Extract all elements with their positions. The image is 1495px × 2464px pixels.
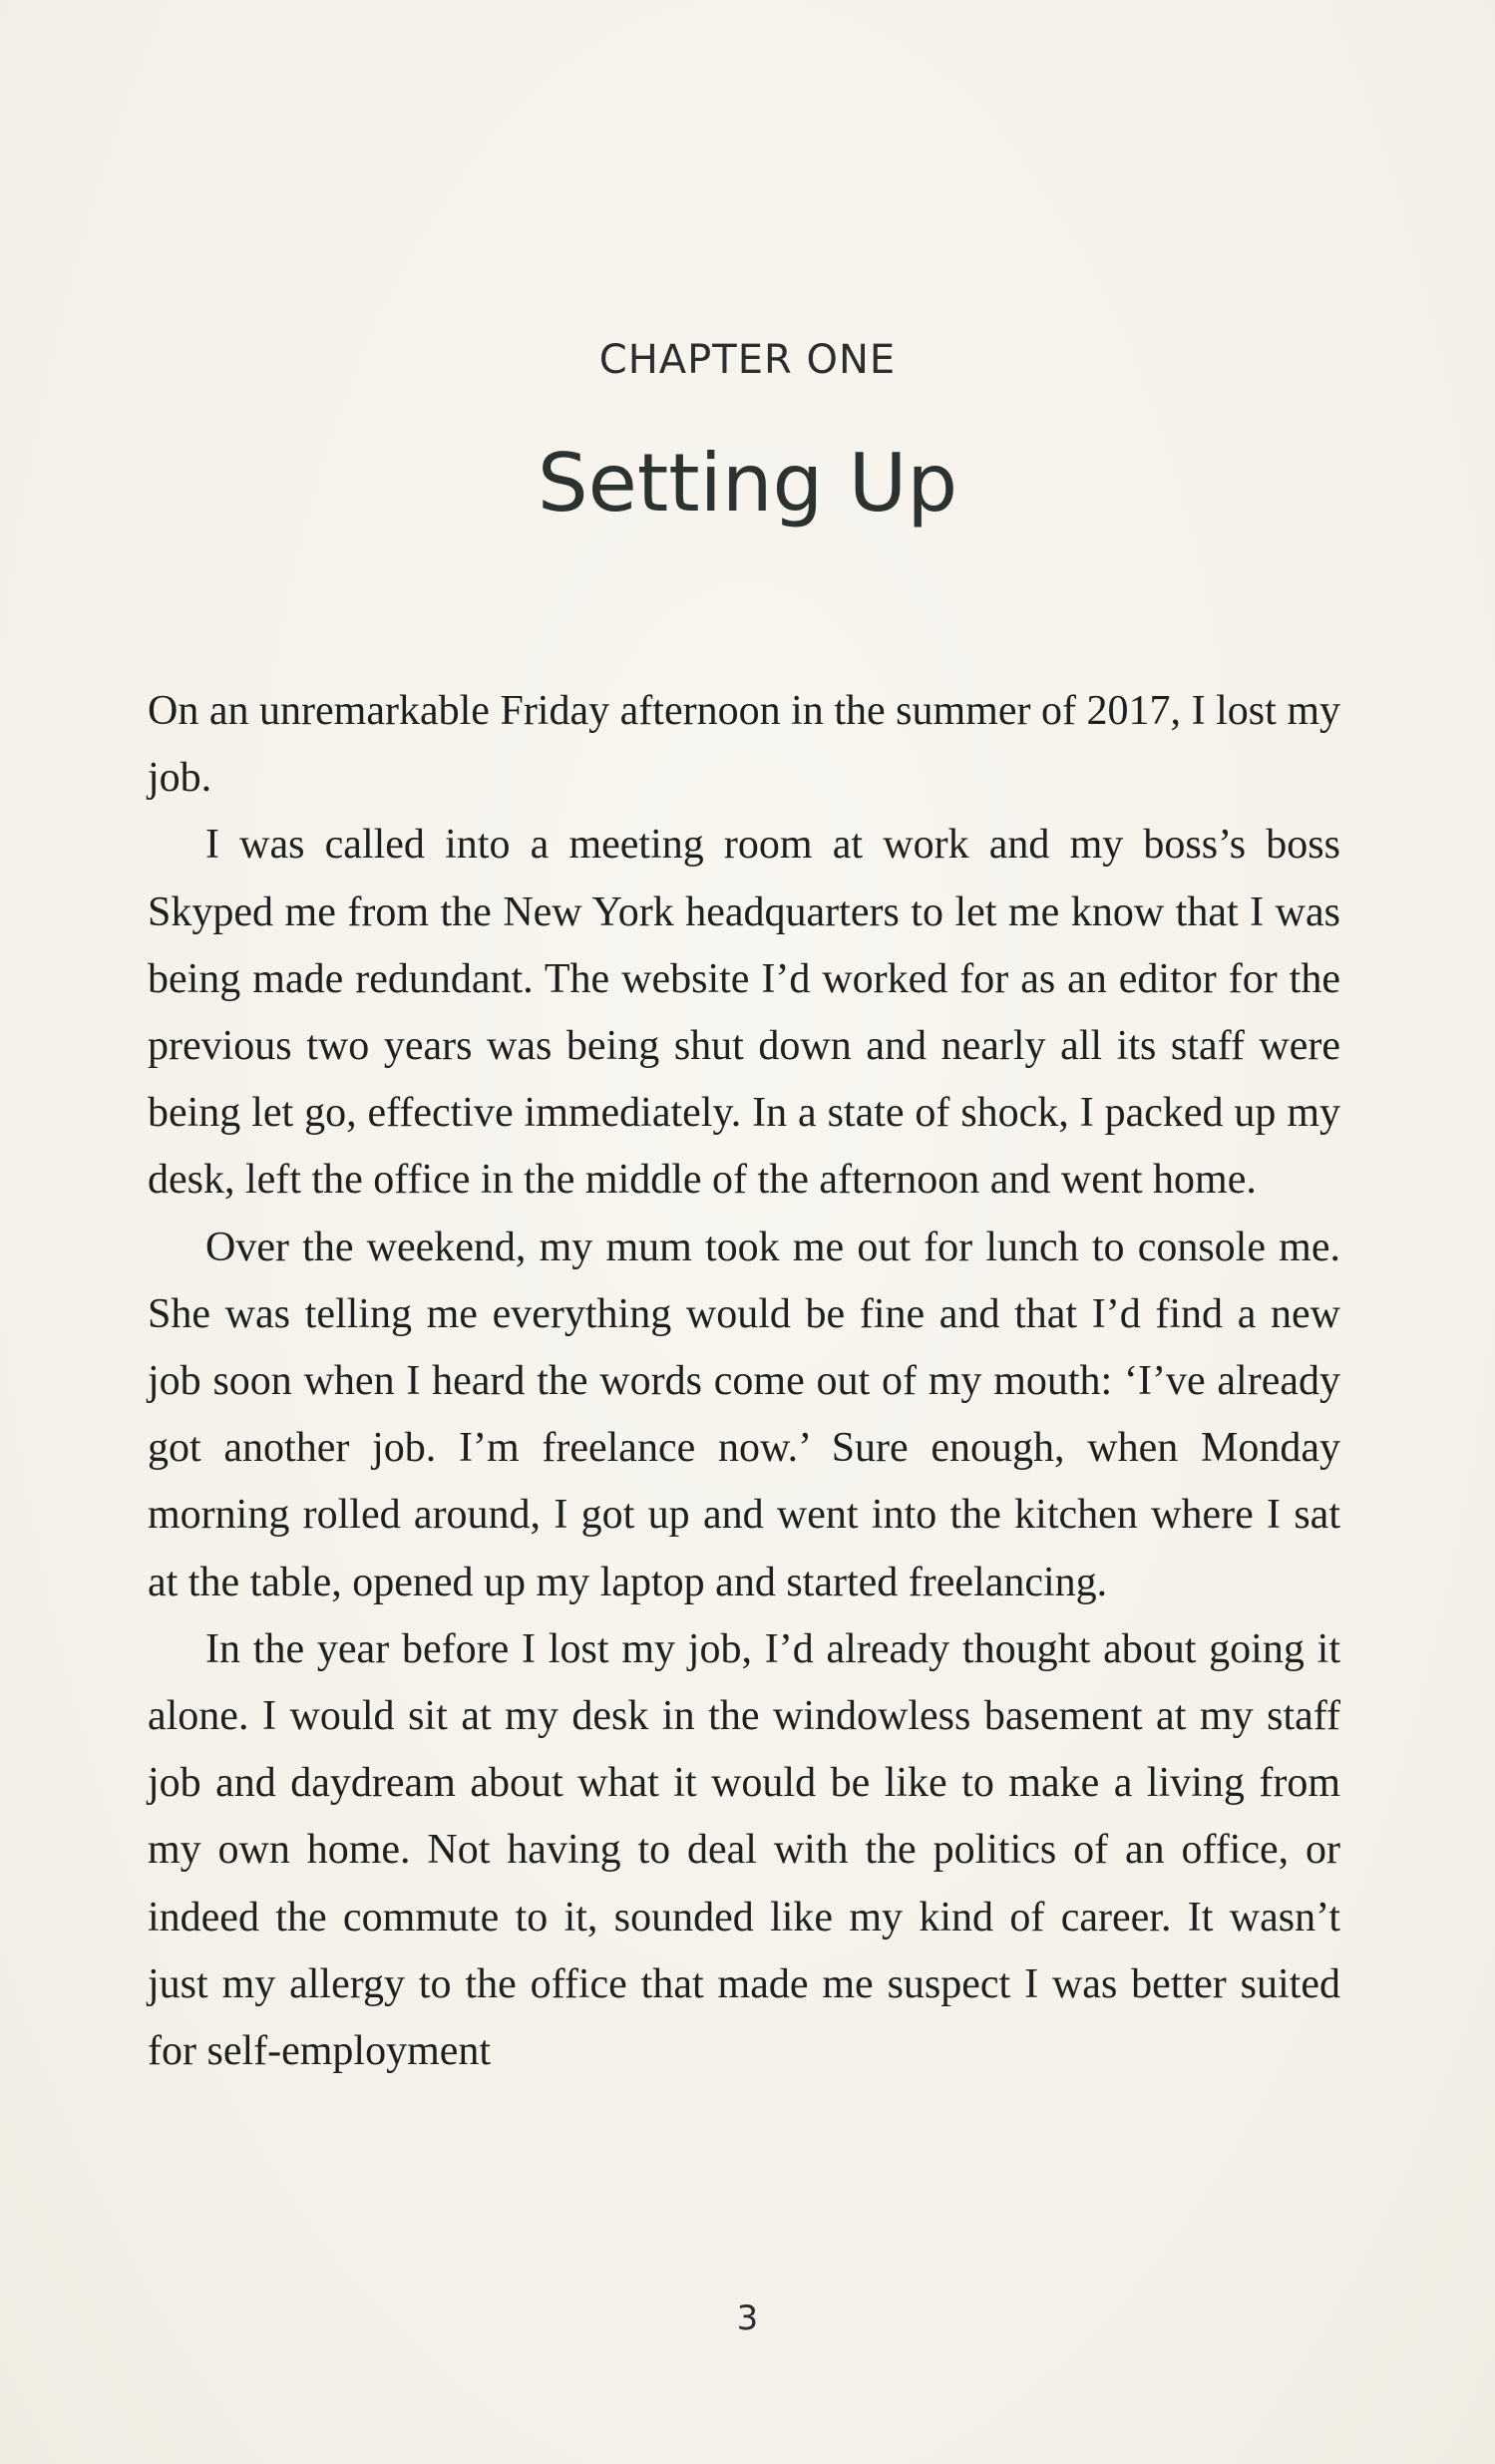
chapter-label: CHAPTER ONE: [598, 337, 897, 383]
paragraph-4: In the year before I lost my job, I’d already thought about going it alone. I would sit at my desk in the windowless basement at my staff job and daydream about what it would be like to make a living from my own home. Not having to deal with the politics of an office, or indeed the commute to it, sounded like my kind of career. It wasn’t just my allergy to the office that made me suspect I was better suited for self-employment: [148, 1625, 1340, 2075]
chapter-title: Setting Up: [537, 437, 958, 529]
paragraph-3: Over the weekend, my mum took me out for lunch to console me. She was telling me everything would be fine and that I’d find a new job soon when I heard the words come out of my mouth: ‘I’ve already got another job. I’m freelance now.’ Sure enough, when Monday morning rolled around, I got up and went into the kitchen where I sat at the table, opened up my laptop and started freelancing.: [148, 1224, 1340, 1605]
paragraph-2: I was called into a meeting room at work and my boss’s boss Skyped me from the New York headquarters to let me know that I was being made redundant. The website I’d worked for as an editor for the previous two years was being shut down and nearly all its staff were being let go, effective immediately. In a state of shock, I packed up my desk, left the office in the middle of the afternoon and went home.: [148, 822, 1340, 1204]
page-number: 3: [736, 2298, 759, 2338]
paragraph-1: On an unremarkable Friday afternoon in the summer of 2017, I lost my job.: [148, 688, 1340, 802]
body-text: [148, 678, 1340, 2085]
